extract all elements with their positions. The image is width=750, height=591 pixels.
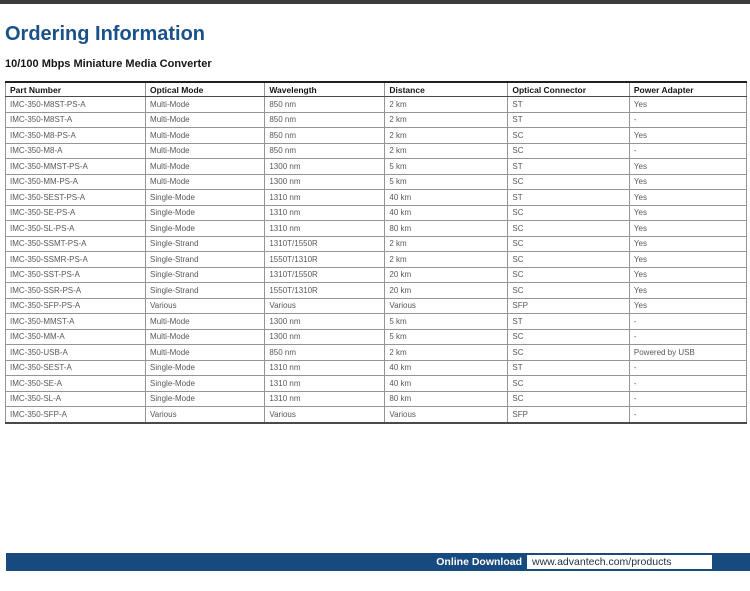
table-cell: 1310 nm	[265, 190, 385, 206]
table-cell: IMC-350-SL-A	[6, 391, 146, 407]
table-cell: SC	[508, 267, 630, 283]
table-cell: Multi-Mode	[146, 143, 265, 159]
table-cell: Yes	[629, 236, 746, 252]
table-cell: Yes	[629, 190, 746, 206]
table-cell: 1310T/1550R	[265, 267, 385, 283]
table-cell: IMC-350-M8-PS-A	[6, 128, 146, 144]
table-cell: Multi-Mode	[146, 174, 265, 190]
table-cell: -	[629, 329, 746, 345]
table-cell: 850 nm	[265, 97, 385, 113]
table-cell: SC	[508, 221, 630, 237]
ordering-table	[5, 81, 747, 424]
table-cell: 850 nm	[265, 143, 385, 159]
table-cell: 1310 nm	[265, 376, 385, 392]
table-row	[6, 221, 747, 237]
table-cell: 1310 nm	[265, 391, 385, 407]
table-cell: Single-Mode	[146, 360, 265, 376]
table-row	[6, 174, 747, 190]
table-row	[6, 236, 747, 252]
column-header: Part Number	[6, 82, 146, 97]
table-body	[6, 97, 747, 423]
table-cell: Single-Mode	[146, 221, 265, 237]
table-cell: 80 km	[385, 391, 508, 407]
table-row	[6, 329, 747, 345]
table-cell: 40 km	[385, 376, 508, 392]
table-row	[6, 283, 747, 299]
table-cell: Multi-Mode	[146, 97, 265, 113]
table-row	[6, 314, 747, 330]
table-cell: Yes	[629, 298, 746, 314]
table-row	[6, 298, 747, 314]
table-cell: Single-Mode	[146, 376, 265, 392]
website-url: www.advantech.com/products	[532, 556, 672, 568]
table-cell: Yes	[629, 221, 746, 237]
column-header: Wavelength	[265, 82, 385, 97]
table-cell: SFP	[508, 407, 630, 423]
table-row	[6, 345, 747, 361]
table-cell: 2 km	[385, 112, 508, 128]
table-cell: 1310 nm	[265, 221, 385, 237]
page-title: Ordering Information	[5, 23, 205, 45]
table-cell: SC	[508, 252, 630, 268]
table-cell: Powered by USB	[629, 345, 746, 361]
table-cell: IMC-350-M8ST-A	[6, 112, 146, 128]
table-cell: 1310T/1550R	[265, 236, 385, 252]
column-header: Power Adapter	[629, 82, 746, 97]
table-cell: 1550T/1310R	[265, 252, 385, 268]
table-cell: 2 km	[385, 252, 508, 268]
table-row	[6, 159, 747, 175]
table-cell: Various	[146, 407, 265, 423]
table-cell: 2 km	[385, 128, 508, 144]
table-row	[6, 190, 747, 206]
top-rule	[0, 0, 750, 4]
table-cell: -	[629, 407, 746, 423]
table-cell: 1310 nm	[265, 205, 385, 221]
table-cell: -	[629, 360, 746, 376]
table-cell: ST	[508, 97, 630, 113]
table-cell: 850 nm	[265, 128, 385, 144]
table-cell: SC	[508, 329, 630, 345]
table-cell: 5 km	[385, 174, 508, 190]
table-cell: Single-Strand	[146, 283, 265, 299]
table-row	[6, 128, 747, 144]
website-url-box[interactable]	[527, 555, 712, 569]
table-cell: Yes	[629, 283, 746, 299]
table-cell: ST	[508, 314, 630, 330]
table-row	[6, 205, 747, 221]
table-cell: Single-Mode	[146, 391, 265, 407]
table-cell: IMC-350-SSR-PS-A	[6, 283, 146, 299]
table-cell: IMC-350-M8ST-PS-A	[6, 97, 146, 113]
table-cell: Various	[385, 407, 508, 423]
table-cell: SC	[508, 143, 630, 159]
column-header: Optical Mode	[146, 82, 265, 97]
table-cell: 5 km	[385, 314, 508, 330]
table-cell: IMC-350-SFP-PS-A	[6, 298, 146, 314]
section-subtitle: 10/100 Mbps Miniature Media Converter	[5, 58, 212, 70]
table-row	[6, 376, 747, 392]
table-cell: -	[629, 143, 746, 159]
table-cell: SC	[508, 205, 630, 221]
table-cell: 40 km	[385, 205, 508, 221]
table-cell: Single-Mode	[146, 190, 265, 206]
table-cell: IMC-350-M8-A	[6, 143, 146, 159]
table-cell: Multi-Mode	[146, 345, 265, 361]
table-cell: 5 km	[385, 159, 508, 175]
table-cell: SC	[508, 376, 630, 392]
table-row	[6, 143, 747, 159]
table-cell: ST	[508, 159, 630, 175]
table-cell: 2 km	[385, 97, 508, 113]
table-cell: IMC-350-SE-A	[6, 376, 146, 392]
table-cell: Yes	[629, 174, 746, 190]
table-cell: Single-Strand	[146, 236, 265, 252]
table-cell: ST	[508, 360, 630, 376]
table-cell: Various	[385, 298, 508, 314]
table-cell: 1300 nm	[265, 329, 385, 345]
table-cell: 1310 nm	[265, 360, 385, 376]
table-cell: Multi-Mode	[146, 112, 265, 128]
table-cell: 5 km	[385, 329, 508, 345]
table-cell: ST	[508, 190, 630, 206]
table-cell: Yes	[629, 97, 746, 113]
table-row	[6, 407, 747, 423]
table-cell: 20 km	[385, 267, 508, 283]
table-cell: IMC-350-SFP-A	[6, 407, 146, 423]
table-cell: Multi-Mode	[146, 329, 265, 345]
table-cell: Single-Mode	[146, 205, 265, 221]
table-cell: IMC-350-MMST-PS-A	[6, 159, 146, 175]
column-header: Optical Connector	[508, 82, 630, 97]
table-cell: IMC-350-SEST-A	[6, 360, 146, 376]
table-cell: 850 nm	[265, 112, 385, 128]
table-cell: SC	[508, 345, 630, 361]
table-header-row	[6, 82, 747, 97]
table-cell: -	[629, 314, 746, 330]
table-cell: Multi-Mode	[146, 128, 265, 144]
table-cell: 20 km	[385, 283, 508, 299]
table-cell: -	[629, 112, 746, 128]
table-cell: IMC-350-SE-PS-A	[6, 205, 146, 221]
table-cell: IMC-350-SL-PS-A	[6, 221, 146, 237]
table-row	[6, 252, 747, 268]
table-cell: SFP	[508, 298, 630, 314]
table-cell: Yes	[629, 128, 746, 144]
table-cell: 80 km	[385, 221, 508, 237]
table-cell: -	[629, 391, 746, 407]
table-row	[6, 97, 747, 113]
table-cell: IMC-350-MM-PS-A	[6, 174, 146, 190]
table-cell: 1300 nm	[265, 174, 385, 190]
table-cell: SC	[508, 283, 630, 299]
table-cell: 2 km	[385, 143, 508, 159]
table-cell: Yes	[629, 267, 746, 283]
table-cell: IMC-350-USB-A	[6, 345, 146, 361]
table-cell: 1300 nm	[265, 159, 385, 175]
table-cell: SC	[508, 128, 630, 144]
table-cell: Single-Strand	[146, 252, 265, 268]
table-cell: IMC-350-SSMT-PS-A	[6, 236, 146, 252]
table-cell: 2 km	[385, 345, 508, 361]
table-cell: 1550T/1310R	[265, 283, 385, 299]
table-cell: IMC-350-SEST-PS-A	[6, 190, 146, 206]
table-cell: 40 km	[385, 360, 508, 376]
table-cell: Various	[265, 298, 385, 314]
table-cell: 850 nm	[265, 345, 385, 361]
table-cell: 2 km	[385, 236, 508, 252]
table-cell: IMC-350-MM-A	[6, 329, 146, 345]
table-row	[6, 267, 747, 283]
table-cell: Yes	[629, 205, 746, 221]
table-cell: Various	[265, 407, 385, 423]
table-cell: SC	[508, 174, 630, 190]
table-row	[6, 360, 747, 376]
column-header: Distance	[385, 82, 508, 97]
table-cell: Multi-Mode	[146, 159, 265, 175]
table-cell: ST	[508, 112, 630, 128]
footer-bar	[6, 553, 750, 571]
table-cell: SC	[508, 391, 630, 407]
table-cell: -	[629, 376, 746, 392]
table-cell: IMC-350-MMST-A	[6, 314, 146, 330]
table-cell: Yes	[629, 252, 746, 268]
table-cell: IMC-350-SST-PS-A	[6, 267, 146, 283]
table-cell: 1300 nm	[265, 314, 385, 330]
table-row	[6, 391, 747, 407]
table-cell: Multi-Mode	[146, 314, 265, 330]
table-cell: IMC-350-SSMR-PS-A	[6, 252, 146, 268]
table-cell: Various	[146, 298, 265, 314]
table-cell: 40 km	[385, 190, 508, 206]
online-download-label: Online Download	[436, 556, 522, 568]
table-cell: Yes	[629, 159, 746, 175]
table-cell: Single-Strand	[146, 267, 265, 283]
table-row	[6, 112, 747, 128]
table-cell: SC	[508, 236, 630, 252]
